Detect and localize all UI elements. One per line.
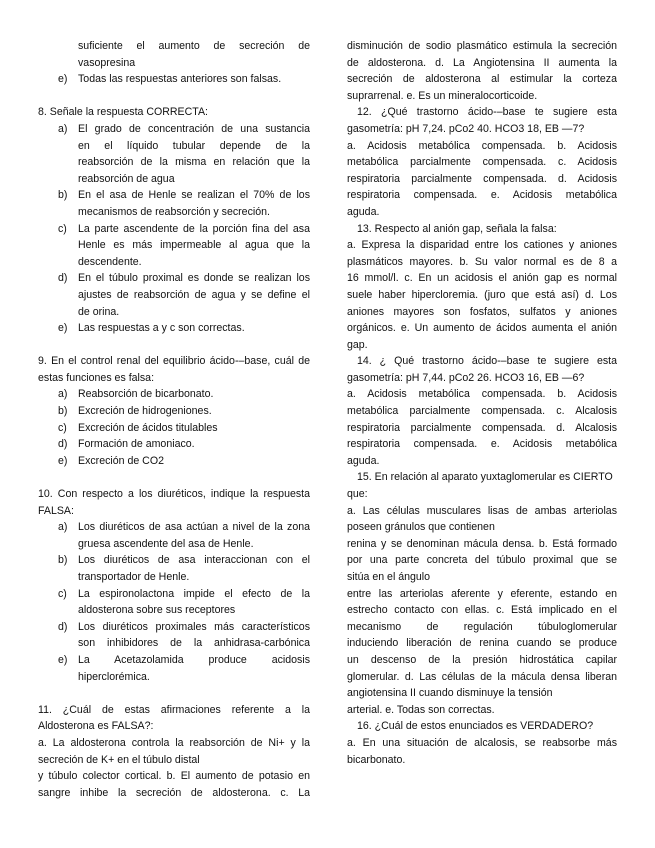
option-text: Las respuestas a y c son correctas. [78,322,245,335]
q15-line: poseen gránulos que contienen [347,521,495,534]
q8-option-e [38,320,310,337]
q8-option-a [38,121,310,187]
q15-line: renina y se denominan mácula densa. b. Está formado [347,537,617,550]
q12-line: gasometría: pH 7,24. pCo2 40. HCO3 18, EB —7? [347,122,585,135]
q11-cont-line: de aldosterona. d. La Angiotensina II aumenta la [347,56,617,69]
option-letter: e) [58,322,68,335]
q9-option-c [38,420,310,437]
q15-line: que: [347,488,368,501]
q16-line: 16. ¿Cuál de estos enunciados es VERDADERO? [357,720,594,733]
option-text: hiperclorémica. [78,670,150,683]
q8-option-d [38,270,310,320]
q8-title: 8. Señale la respuesta CORRECTA: [38,106,208,119]
option-letter: c) [58,587,67,600]
q12-line: aguda. [347,205,380,218]
q15-line: mecanismo de regulación túbuloglomerular [347,620,617,633]
q15-line: a. Las células musculares lisas de ambas arteriolas [347,504,617,517]
q14-line: metabólica parcialmente compensada. c. Alcalosis [347,405,617,418]
q12-line: respiratoria compensada. e. Acidosis metabólica [347,189,617,202]
q11-cont-line: disminución de sodio plasmático estimula la secreción [347,40,617,52]
q7-tail-line: vasopresina [78,56,136,69]
option-text: La espironolactona impide el efecto de la [78,587,310,600]
option-letter: c) [58,222,67,235]
q11-line: 11. ¿Cuál de estas afirmaciones referente a la [38,703,310,716]
q12-line: a. Acidosis metabólica compensada. b. Acidosis [347,139,617,152]
option-text: descendente. [78,255,142,268]
option-text: transportador de Henle. [78,571,190,583]
option-text: Excreción de hidrogeniones. [78,405,212,418]
option-letter: b) [58,554,68,567]
q9-option-d [38,436,310,453]
q7-option-e [38,71,310,88]
q11-line: y túbulo colector cortical. b. El aumento de potasio en [38,770,310,783]
option-text: reabsorción de la misma en relación que la [78,156,310,169]
option-text: Excreción de ácidos titulables [78,421,218,434]
q15-line: por una parte concreta del túbulo proximal que se [347,554,617,567]
q13-line: 13. Respecto al anión gap, señala la falsa: [357,222,557,235]
option-text: Formación de amoniaco. [78,438,195,451]
option-letter: b) [58,405,68,418]
q13-line: a. Expresa la disparidad entre los cationes y aniones [347,239,617,252]
q10-option-c [38,586,310,619]
option-text: mecanismos de reabsorción y secreción. [78,205,270,218]
right-column [347,38,617,768]
option-text: Los diuréticos de asa actúan a nivel de la zona [78,521,310,534]
option-letter: e) [58,454,68,467]
option-text: Los diuréticos de asa interaccionan con el [78,554,310,567]
q15-line: un descenso de la presión hidrostática capilar [347,653,617,666]
option-letter: a) [58,521,68,534]
option-text: reabsorción de agua [78,172,175,185]
option-text: Excreción de CO2 [78,454,164,467]
option-letter: e) [58,653,68,666]
q16-line: a. En una situación de alcalosis, se reabsorbe más [347,736,617,749]
option-text: El grado de concentración de una sustancia [78,122,310,135]
option-text: En el túbulo proximal es donde se realizan los [78,272,310,285]
q13-line: aniones mayores son fosfatos, sulfatos y aniones [347,305,617,318]
q15-line: estrecho contacto con ellas. c. Está implicado en el [347,604,617,617]
q15-line: glomerular. d. Las células de la mácula densa liberan [347,670,617,683]
option-text: en el líquido tubular depende de la [78,139,310,152]
q14-line: respiratoria parcialmente compensada. d. Alcalosis [347,421,617,434]
q10-title: FALSA: [38,504,74,517]
option-text: La parte ascendente de la porción fina del asa [78,222,310,235]
option-text: ajustes de reabsorción de agua y se define el [78,288,310,301]
option-text: Henle es más impermeable al agua que la [78,239,310,252]
q14-line: aguda. [347,454,380,467]
option-letter: d) [58,620,68,633]
option-text: Los diuréticos proximales más característicos [78,620,310,633]
q9-title: 9. En el control renal del equilibrio ácido-–base, cuál de [38,355,310,368]
q11-line: sangre inhibe la secreción de aldosterona. c. La [38,786,310,799]
q9-title: estas funciones es falsa: [38,371,155,384]
option-letter: a) [58,388,68,401]
q14-line: respiratoria compensada. e. Acidosis metabólica [347,438,617,451]
q14-line: gasometría: pH 7,44. pCo2 26. HCO3 16, EB —6? [347,371,585,384]
q12-line: metabólica parcialmente compensada. c. Acidosis [347,156,617,169]
q10-option-b [38,552,310,585]
q8-option-c [38,221,310,271]
q13-line: gap. [347,338,368,351]
q7-tail-line: suficiente el aumento de secreción de [78,40,310,52]
q8-option-b [38,187,310,220]
option-text: Todas las respuestas anteriores son falsas. [78,73,282,86]
option-letter: b) [58,189,68,202]
q9-option-e [38,453,310,470]
q15-line: 15. En relación al aparato yuxtaglomerular es CIERTO [357,471,613,484]
q10-option-a [38,519,310,552]
option-text: son inhibidores de la anhidrasa-carbónica [78,637,310,650]
q9-option-a [38,386,310,403]
q14-line: 14. ¿ Qué trastorno ácido-–base te sugiere esta [357,355,617,368]
q15-line: entre las arteriolas aferente y eferente, estando en [347,587,617,600]
q10-option-e [38,652,310,685]
q16-line: bicarbonato. [347,753,406,766]
q13-line: plasmáticos mayores. b. Su valor normal es de 8 a [347,255,617,268]
q12-line: 12. ¿Qué trastorno ácido-–base te sugiere esta [357,106,617,119]
option-letter: c) [58,421,67,434]
left-column [38,38,310,801]
q13-line: suele haber hipercloremia. (juro que está así) d. Los [347,288,617,301]
option-text: gruesa ascendente del asa de Henle. [78,537,254,550]
q13-line: 16 mmol/l. c. En un acidosis el anión gap es normal [347,272,617,285]
q15-line: induciendo liberación de renina cuando se produce [347,637,617,650]
q15-line: angiotensina II cuando disminuye la tensión [347,687,553,700]
option-letter: e) [58,73,68,86]
option-letter: d) [58,438,68,451]
q9-option-b [38,403,310,420]
q11-cont-line: suprarrenal. e. Es un mineralocorticoide. [347,89,538,102]
q10-title: 10. Con respecto a los diuréticos, indique la respuesta [38,488,310,501]
option-text: Reabsorción de bicarbonato. [78,388,214,401]
q11-line: a. La aldosterona controla la reabsorción de Ni+ y la [38,736,310,749]
q15-line: sitúa en el ángulo [347,571,431,583]
q15-line: arterial. e. Todas son correctas. [347,703,495,716]
q13-line: orgánicos. e. Un aumento de ácidos aumenta el anión [347,322,617,335]
option-text: En el asa de Henle se realizan el 70% de los [78,189,310,202]
q10-option-d [38,619,310,652]
q12-line: respiratoria parcialmente compensada. d. Acidosis [347,172,617,185]
option-text: La Acetazolamida produce acidosis [78,653,310,666]
option-text: aldosterona sobre sus receptores [78,604,236,617]
option-letter: a) [58,122,68,135]
q11-line: Aldosterona es FALSA?: [38,720,154,733]
option-text: de orina. [78,305,120,318]
q14-line: a. Acidosis metabólica compensada. b. Acidosis [347,388,617,401]
option-letter: d) [58,272,68,285]
q11-cont-line: secreción de aldosterona al estimular la corteza [347,73,617,86]
q11-line: secreción de K+ en el túbulo distal [38,753,200,766]
